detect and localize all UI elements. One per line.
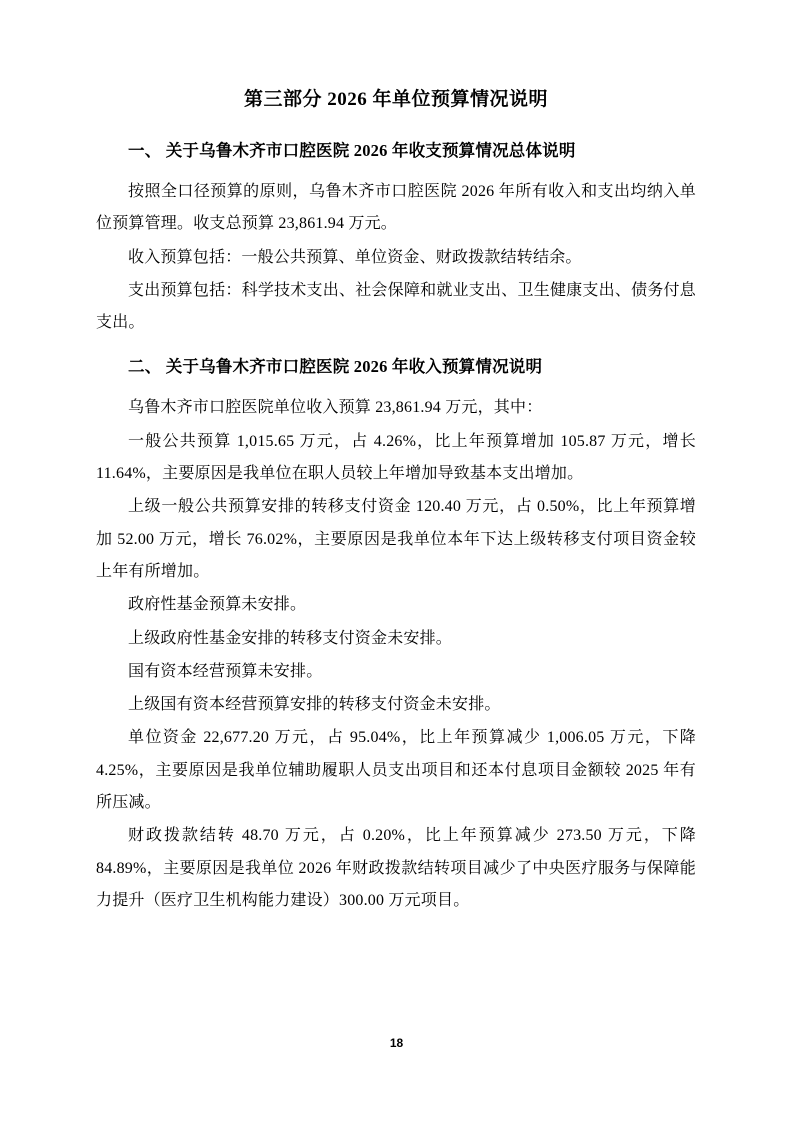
paragraph: 支出预算包括：科学技术支出、社会保障和就业支出、卫生健康支出、债务付息支出。 xyxy=(96,281,696,332)
paragraph: 财政拨款结转 48.70 万元，占 0.20%，比上年预算减少 273.50 万元，下降 84.89%，主要原因是我单位 2026 年财政拨款结转项目减少了中央医疗服务与保障能力提升（医疗卫生机构能力建设）300.00 万元项目。 xyxy=(96,827,696,909)
paragraph: 上级一般公共预算安排的转移支付资金 120.40 万元，占 0.50%，比上年预算增加 52.00 万元，增长 76.02%，主要原因是我单位本年下达上级转移支付项目资金较上年有所增加。 xyxy=(96,498,696,580)
section-heading: 二、 关于乌鲁木齐市口腔医院 2026 年收入预算情况说明 xyxy=(128,357,543,377)
paragraph: 一般公共预算 1,015.65 万元，占 4.26%，比上年预算增加 105.87 万元，增长 11.64%，主要原因是我单位在职人员较上年增加导致基本支出增加。 xyxy=(96,432,696,482)
paragraph: 上级国有资本经营预算安排的转移支付资金未安排。 xyxy=(128,696,501,714)
document-body xyxy=(96,70,696,918)
paragraph: 政府性基金预算未安排。 xyxy=(128,596,307,614)
paragraph: 乌鲁木齐市口腔医院单位收入预算 23,861.94 万元，其中： xyxy=(128,399,543,417)
document-blocks xyxy=(96,137,696,917)
paragraph: 按照全口径预算的原则，乌鲁木齐市口腔医院 2026 年所有收入和支出均纳入单位预算管理。收支总预算 23,861.94 万元。 xyxy=(96,182,696,233)
page-number: 18 xyxy=(389,1036,404,1050)
paragraph: 国有资本经营预算未安排。 xyxy=(128,662,323,680)
paragraph: 上级政府性基金安排的转移支付资金未安排。 xyxy=(128,629,453,647)
paragraph: 单位资金 22,677.20 万元，占 95.04%，比上年预算减少 1,006.05 万元，下降 4.25%，主要原因是我单位辅助履职人员支出项目和还本付息项目金额较 2025 年有所压减。 xyxy=(96,729,696,812)
paragraph: 收入预算包括：一般公共预算、单位资金、财政拨款结转结余。 xyxy=(128,248,582,266)
section-heading: 一、 关于乌鲁木齐市口腔医院 2026 年收支预算情况总体说明 xyxy=(128,141,576,160)
page-title: 第三部分 2026 年单位预算情况说明 xyxy=(243,89,548,110)
